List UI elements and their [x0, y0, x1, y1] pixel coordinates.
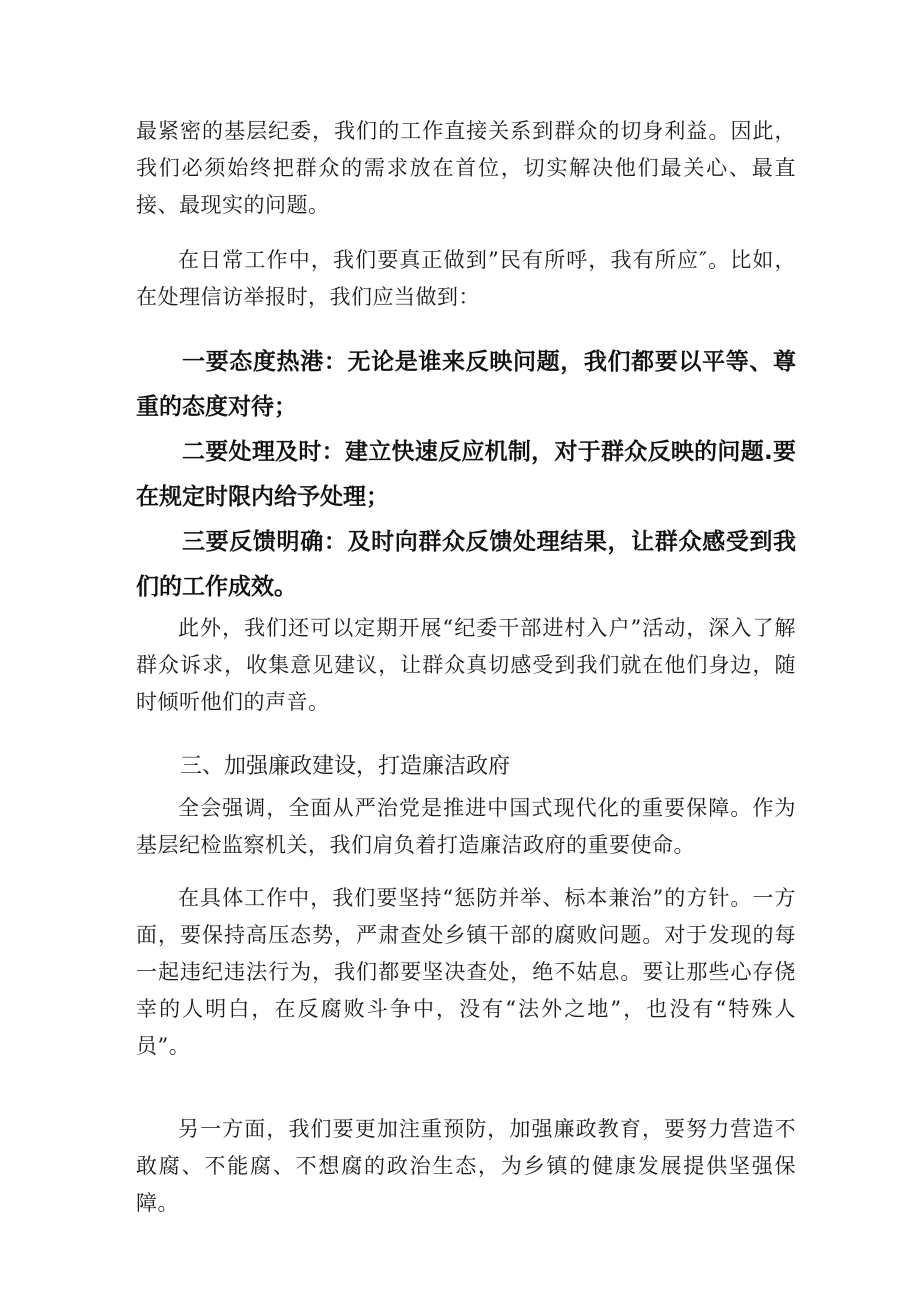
paragraph-continuation: 最紧密的基层纪委，我们的工作直接关系到群众的切身利益。因此，我们必须始终把群众的需求放在首位，切实解决他们最关心、最直接、最现实的问题。	[136, 119, 796, 217]
paragraph-plenary: 全会强调，全面从严治党是推进中国式现代化的重要保障。作为基层纪检监察机关，我们肩负着打造廉洁政府的重要使命。	[136, 796, 796, 857]
paragraph-prevention: 另一方面，我们要更加注重预防，加强廉政教育，要努力营造不敢腐、不能腐、不想腐的政治生态，为乡镇的健康发展提供坚强保障。	[136, 1117, 796, 1215]
section-heading: 三、加强廉政建设，打造廉洁政府	[180, 754, 511, 779]
paragraph-specific-work: 在具体工作中，我们要坚持“惩防并举、标本兼治”的方针。一方面，要保持高压态势，严肃查处乡镇干部的腐败问题。对于发现的每一起违纪违法行为，我们都要坚决查处，绝不姑息。要让那些心存侥幸的人明白，在反腐败斗争中，没有“法外之地”，也没有“特殊人员”。	[136, 886, 796, 1058]
paragraph-daily-work: 在日常工作中，我们要真正做到”民有所呼，我有所应″。比如，在处理信访举报时，我们应当做到：	[136, 248, 796, 309]
paragraph-village-visits: 此外，我们还可以定期开展“纪委干部进村入户”活动，深入了解群众诉求，收集意见建议，让群众真切感受到我们就在他们身边，随时倾听他们的声音。	[136, 616, 796, 714]
list-item-feedback: 三要反馈明确：及时向群众反馈处理结果，让群众感受到我们的工作成效。	[136, 529, 796, 600]
list-item-attitude: 一要态度热港：无论是谁来反映问题，我们都要以平等、尊重的态度对待；	[136, 349, 796, 420]
list-item-timely: 二要处理及时：建立快速反应机制，对于群众反映的问题.要在规定时限内给予处理；	[136, 439, 796, 510]
